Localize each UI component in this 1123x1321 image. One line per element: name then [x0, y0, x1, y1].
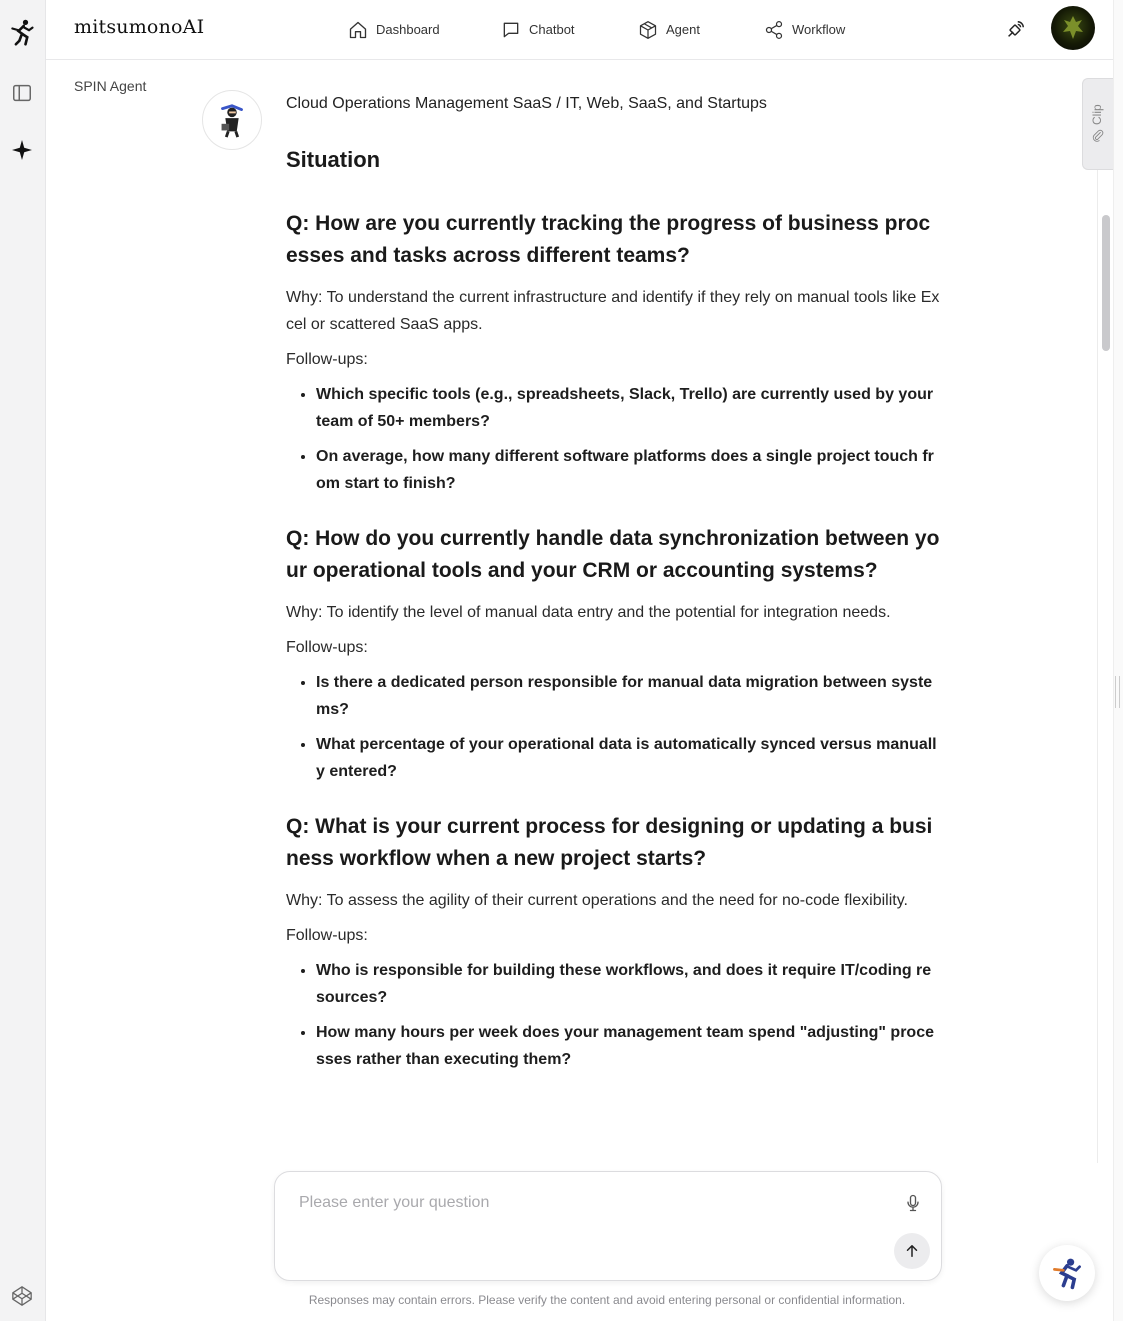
- nav-dashboard[interactable]: [348, 0, 440, 59]
- satellite-icon[interactable]: [1000, 15, 1030, 45]
- nav-label: Dashboard: [376, 22, 440, 37]
- home-icon: [348, 20, 368, 40]
- share-icon: [764, 20, 784, 40]
- followups-label: Follow-ups:: [286, 639, 368, 656]
- question-why: Why: To assess the agility of their current operations and the need for no-code flexibility.: [286, 892, 908, 909]
- runner-logo-icon[interactable]: [8, 18, 36, 46]
- clip-tab[interactable]: [1082, 78, 1113, 170]
- question-heading: Q: How are you currently tracking the progress of business processes and tasks across different teams?: [286, 212, 931, 267]
- arrow-up-icon: [903, 1242, 921, 1260]
- followup-item: • Who is responsible for building these workflows, and does it require IT/coding resources?: [316, 957, 940, 1011]
- question-input[interactable]: [297, 1192, 881, 1256]
- nav-label: Workflow: [792, 22, 846, 37]
- followup-item: • Is there a dedicated person responsible for manual data migration between systems?: [316, 669, 940, 723]
- send-button[interactable]: [894, 1233, 930, 1269]
- brand-name[interactable]: mitsumonoAI: [74, 16, 205, 38]
- nav-agent[interactable]: [638, 0, 700, 59]
- nav-chatbot[interactable]: [501, 0, 575, 59]
- cube-icon: [638, 20, 658, 40]
- ninja-bot-icon: [213, 101, 251, 139]
- user-avatar[interactable]: [1051, 6, 1095, 50]
- resize-handle[interactable]: [1115, 676, 1120, 708]
- disclaimer-text: Responses may contain errors. Please verify the content and avoid entering personal or confidential information.: [308, 1293, 906, 1307]
- followup-item: • What percentage of your operational data is automatically synced versus manually entered?: [316, 731, 940, 785]
- top-header: [46, 0, 1123, 60]
- followup-item: • Which specific tools (e.g., spreadsheets, Slack, Trello) are currently used by your team of 50+ members?: [316, 381, 940, 435]
- assistant-message: [286, 92, 940, 1099]
- clip-label: Clip: [1090, 104, 1104, 125]
- followups-list: [286, 957, 940, 1073]
- assistant-fab[interactable]: [1039, 1245, 1095, 1301]
- bot-avatar: [202, 90, 262, 150]
- message-subtitle: Cloud Operations Management SaaS / IT, Web, SaaS, and Startups: [286, 95, 767, 112]
- followups-list: [286, 381, 940, 497]
- nav-label: Agent: [666, 22, 700, 37]
- ninja-runner-icon: [1049, 1255, 1085, 1291]
- nav-label: Chatbot: [529, 22, 575, 37]
- followups-label: Follow-ups:: [286, 351, 368, 368]
- followup-item: • On average, how many different software platforms does a single project touch from start to finish?: [316, 443, 940, 497]
- question-why: Why: To understand the current infrastructure and identify if they rely on manual tools like Excel or scattered SaaS apps.: [286, 289, 940, 333]
- chat-input-box: [274, 1171, 942, 1281]
- followup-item: • How many hours per week does your management team spend "adjusting" processes rather than executing them?: [316, 1019, 940, 1073]
- agent-name: SPIN Agent: [74, 78, 147, 94]
- followups-label: Follow-ups:: [286, 927, 368, 944]
- nav-workflow[interactable]: [764, 0, 845, 59]
- question-heading: Q: How do you currently handle data synchronization between your operational tools and your CRM or accounting systems?: [286, 527, 940, 582]
- sidebar-toggle-icon[interactable]: [8, 79, 36, 107]
- scrollbar-thumb[interactable]: [1102, 215, 1110, 351]
- question-why: Why: To identify the level of manual data entry and the potential for integration needs.: [286, 604, 891, 621]
- left-rail: [0, 0, 46, 1321]
- sparkle-icon[interactable]: [8, 136, 36, 164]
- mic-icon[interactable]: [901, 1190, 925, 1216]
- section-title: Situation: [286, 147, 381, 172]
- avatar-figure-icon: [1051, 6, 1095, 50]
- right-panel-edge: [1113, 0, 1123, 1321]
- followups-list: [286, 669, 940, 785]
- codepen-icon[interactable]: [8, 1282, 36, 1310]
- paperclip-icon: [1091, 129, 1105, 143]
- chat-icon: [501, 20, 521, 40]
- question-heading: Q: What is your current process for designing or updating a business workflow when a new project starts?: [286, 815, 933, 870]
